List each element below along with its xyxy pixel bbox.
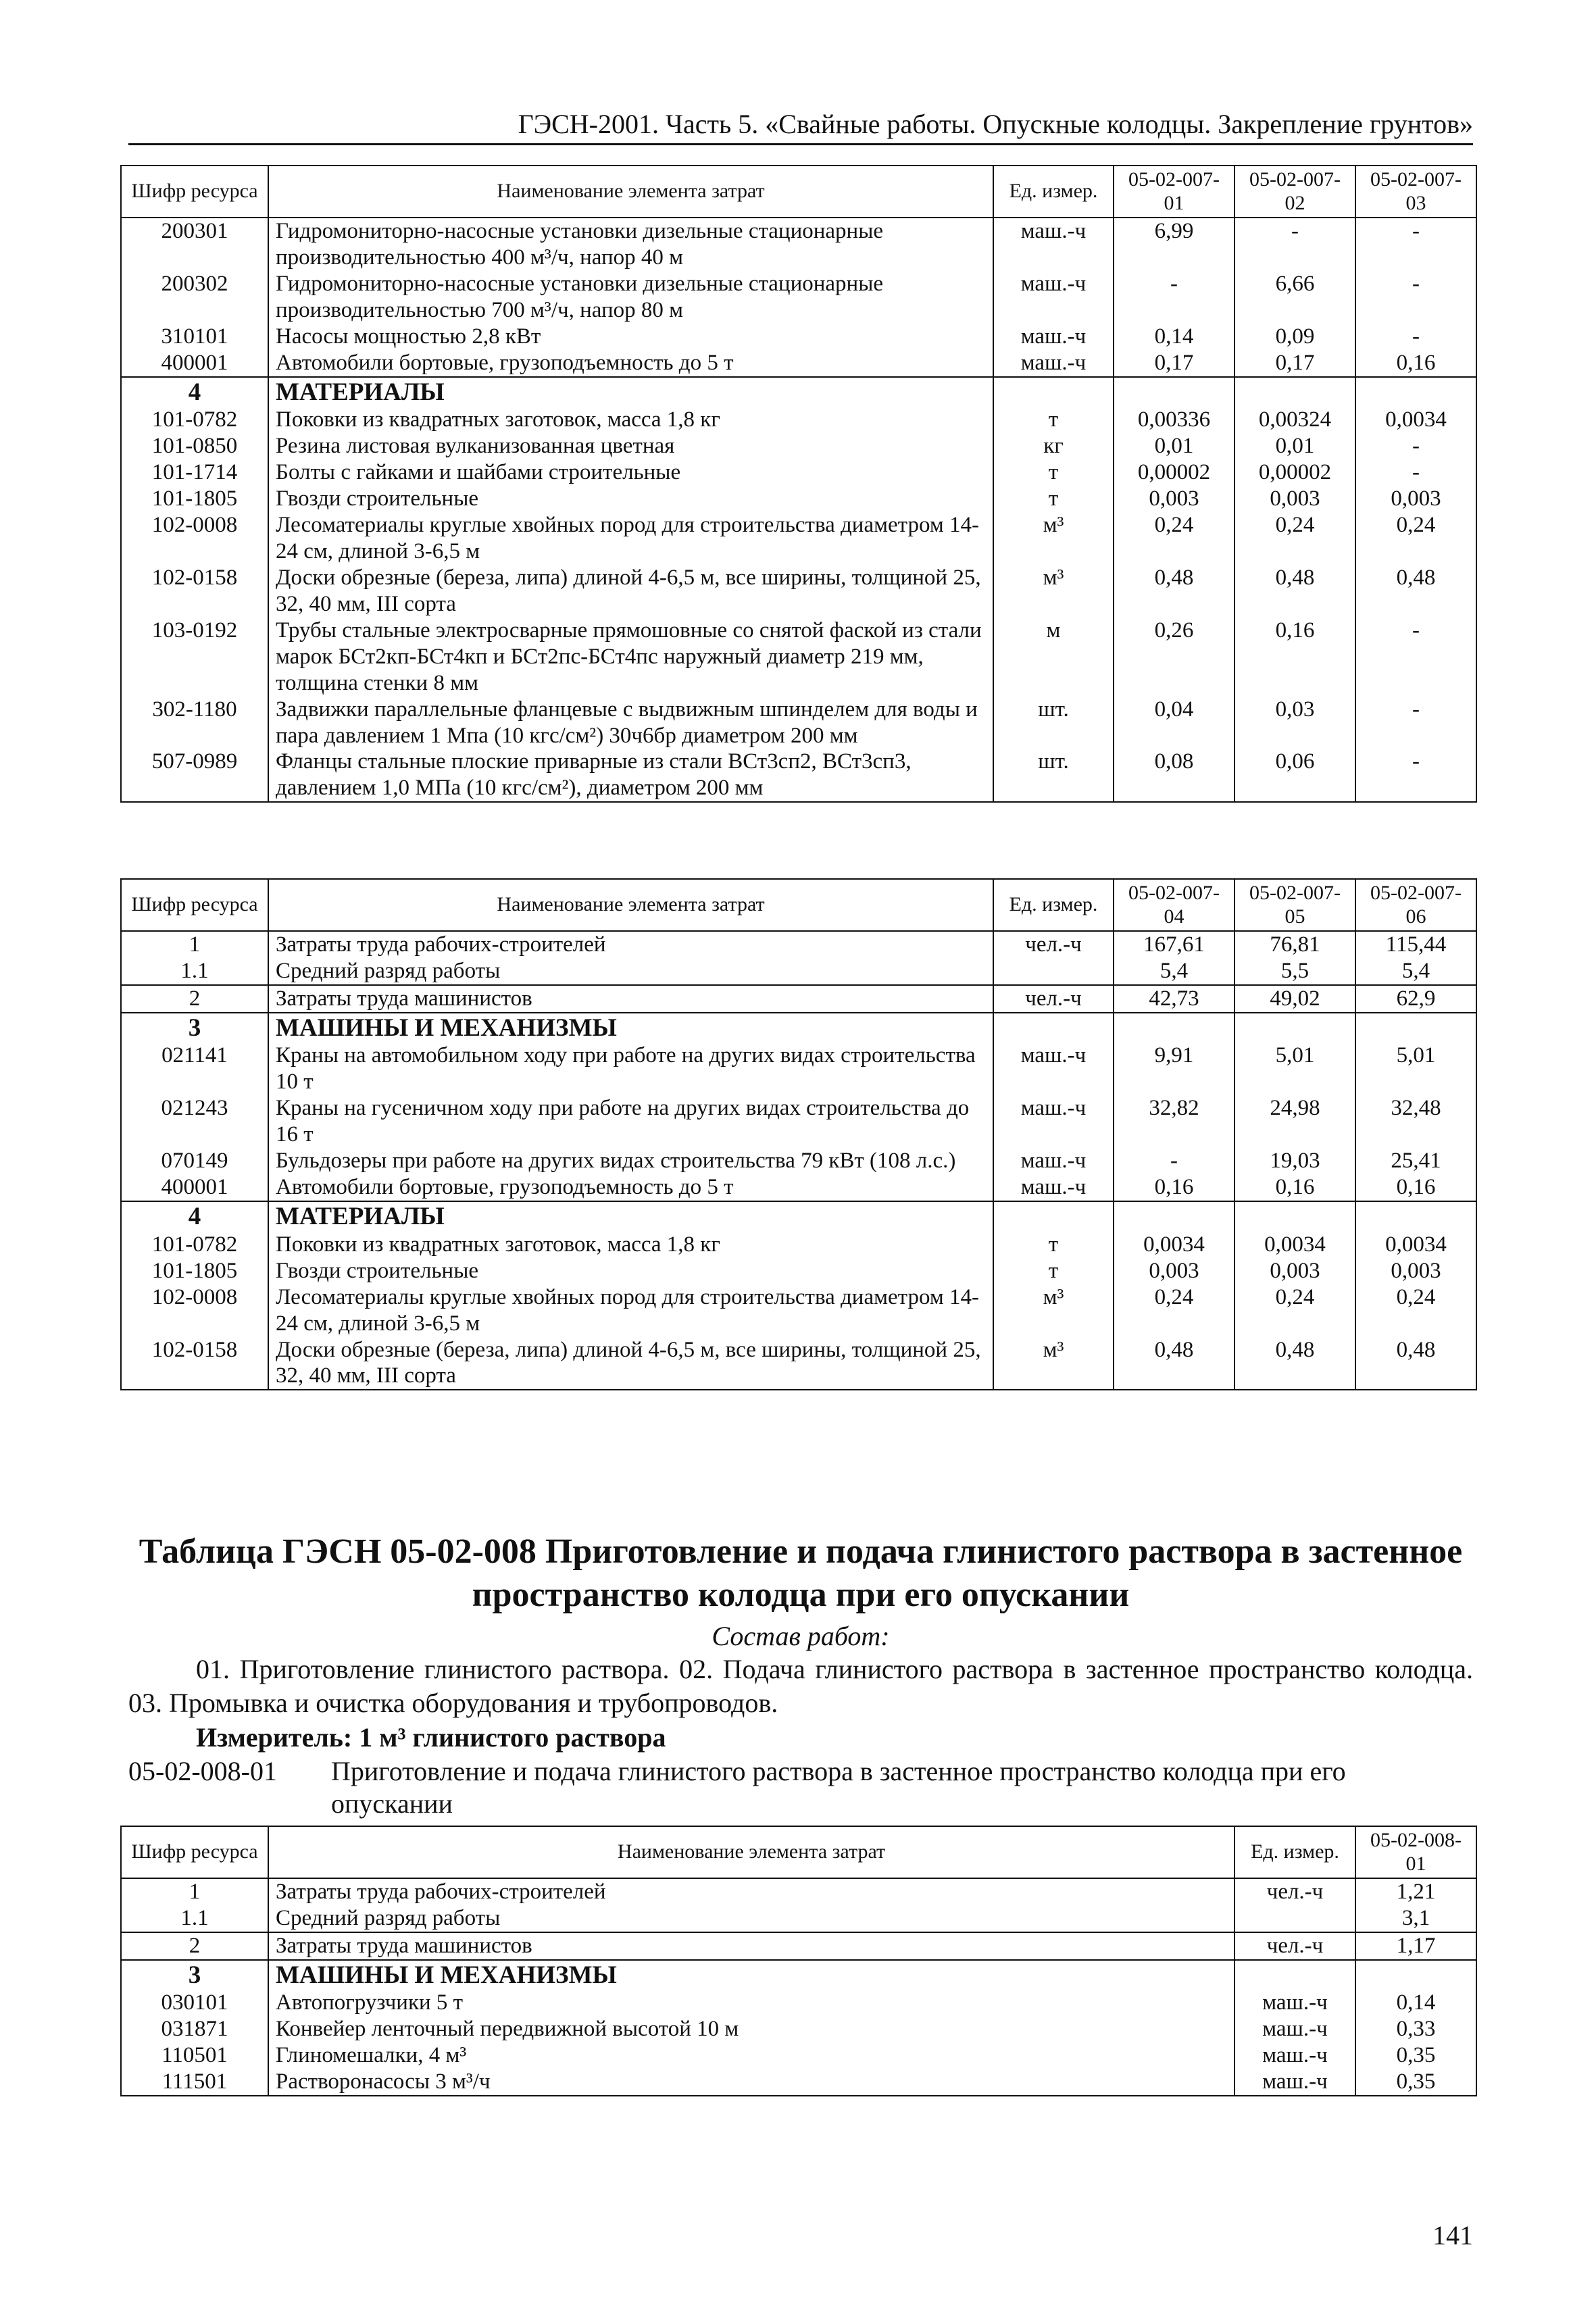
resource-name: Краны на гусеничном ходу при работе на других видах строительства до 16 т — [268, 1095, 993, 1148]
resource-unit: маш.-ч — [993, 324, 1114, 350]
resource-unit: чел.-ч — [1235, 1878, 1355, 1905]
resource-code: 101-1714 — [121, 459, 268, 486]
table-row — [121, 2042, 1476, 2069]
norm-value: - — [1235, 218, 1355, 271]
norm-name: Приготовление и подача глинистого раствора в застенное пространство колодца при его опускании — [331, 1756, 1346, 1819]
table-row — [121, 1337, 1476, 1390]
resource-code: 021243 — [121, 1095, 268, 1148]
resource-code: 2 — [121, 985, 268, 1013]
norm-value: 6,99 — [1114, 218, 1235, 271]
resource-unit: м³ — [993, 565, 1114, 618]
table-row — [121, 985, 1476, 1013]
resource-code: 1.1 — [121, 958, 268, 985]
resource-code: 200302 — [121, 271, 268, 324]
norm-value: 0,17 — [1235, 350, 1355, 377]
norm-value: 0,003 — [1355, 1258, 1476, 1284]
table-row — [121, 271, 1476, 324]
norm-value: 0,16 — [1355, 350, 1476, 377]
resource-unit: м³ — [993, 512, 1114, 565]
resource-code: 1.1 — [121, 1905, 268, 1932]
norm-value: 0,33 — [1355, 2016, 1476, 2042]
resource-unit: шт. — [993, 697, 1114, 749]
resource-unit: маш.-ч — [993, 350, 1114, 377]
norm-value: 9,91 — [1114, 1042, 1235, 1095]
resource-code: 110501 — [121, 2042, 268, 2069]
norm-value: 32,48 — [1355, 1095, 1476, 1148]
composition-heading: Состав работ: — [712, 1621, 890, 1651]
table-row — [121, 958, 1476, 985]
resource-name: Средний разряд работы — [268, 958, 993, 985]
header-norm-4: 05-02-007-04 — [1114, 879, 1235, 931]
table-row — [121, 1095, 1476, 1148]
norm-value: 0,003 — [1114, 486, 1235, 512]
norm-value: 5,4 — [1114, 958, 1235, 985]
resource-unit: м³ — [993, 1284, 1114, 1337]
table-row — [121, 1042, 1476, 1095]
resource-code: 310101 — [121, 324, 268, 350]
table-row — [121, 565, 1476, 618]
measure-unit: Измеритель: 1 м³ глинистого раствора — [196, 1722, 666, 1753]
norm-value — [1114, 377, 1235, 407]
resource-code: 200301 — [121, 218, 268, 271]
resource-unit — [1235, 1960, 1355, 1990]
resource-name: Конвейер ленточный передвижной высотой 10 м — [268, 2016, 1235, 2042]
header-unit: Ед. измер. — [1235, 1826, 1355, 1878]
table-row — [121, 459, 1476, 486]
norm-value: 24,98 — [1235, 1095, 1355, 1148]
norm-value: 76,81 — [1235, 931, 1355, 958]
resource-name: Краны на автомобильном ходу при работе на других видах строительства 10 т — [268, 1042, 993, 1095]
resource-name: Лесоматериалы круглые хвойных пород для строительства диаметром 14-24 см, длиной 3-6,5 м — [268, 512, 993, 565]
header-norm-1: 05-02-008-01 — [1355, 1826, 1476, 1878]
resource-unit: маш.-ч — [993, 271, 1114, 324]
norm-value: 5,4 — [1355, 958, 1476, 985]
norm-value: 0,24 — [1114, 1284, 1235, 1337]
resource-name: Задвижки параллельные фланцевые с выдвижным шпинделем для воды и пара давлением 1 Мпа (10 кгс/см²) 30ч6бр диаметром 200 мм — [268, 697, 993, 749]
norm-value: 25,41 — [1355, 1148, 1476, 1174]
norm-value: 0,16 — [1235, 1174, 1355, 1201]
table-row — [121, 1878, 1476, 1905]
norm-value: - — [1355, 618, 1476, 697]
header-norm-3: 05-02-007-03 — [1355, 166, 1476, 218]
section-row — [121, 1201, 1476, 1232]
resource-name: Бульдозеры при работе на других видах строительства 79 кВт (108 л.с.) — [268, 1148, 993, 1174]
resource-unit: маш.-ч — [1235, 1990, 1355, 2016]
resource-code: 102-0008 — [121, 512, 268, 565]
norm-value: 0,06 — [1235, 749, 1355, 802]
norm-value — [1355, 377, 1476, 407]
resource-table-1 — [120, 165, 1477, 803]
resource-unit — [993, 1201, 1114, 1232]
norm-value: 0,48 — [1114, 1337, 1235, 1390]
resource-name: Автомобили бортовые, грузоподъемность до 5 т — [268, 350, 993, 377]
norm-value: 19,03 — [1235, 1148, 1355, 1174]
norm-value: - — [1355, 459, 1476, 486]
norm-value: 0,48 — [1235, 1337, 1355, 1390]
resource-name: Лесоматериалы круглые хвойных пород для строительства диаметром 14-24 см, длиной 3-6,5 м — [268, 1284, 993, 1337]
header-code: Шифр ресурса — [121, 166, 268, 218]
resource-code: 101-1805 — [121, 486, 268, 512]
resource-name: Автомобили бортовые, грузоподъемность до 5 т — [268, 1174, 993, 1201]
norm-value: 0,24 — [1114, 512, 1235, 565]
norm-value: 0,17 — [1114, 350, 1235, 377]
table-row — [121, 324, 1476, 350]
header-name: Наименование элемента затрат — [268, 166, 993, 218]
table-row — [121, 931, 1476, 958]
resource-code: 2 — [121, 1932, 268, 1960]
resource-unit: маш.-ч — [993, 1042, 1114, 1095]
norm-value: - — [1114, 271, 1235, 324]
norm-value: - — [1355, 697, 1476, 749]
norm-value: - — [1355, 218, 1476, 271]
norm-value: 0,09 — [1235, 324, 1355, 350]
norm-value: 0,08 — [1114, 749, 1235, 802]
resource-name: Затраты труда рабочих-строителей — [268, 1878, 1235, 1905]
resource-name: Растворонасосы 3 м³/ч — [268, 2069, 1235, 2096]
norm-value: 0,24 — [1355, 1284, 1476, 1337]
header-norm-5: 05-02-007-05 — [1235, 879, 1355, 931]
resource-name: Болты с гайками и шайбами строительные — [268, 459, 993, 486]
norm-value: 5,01 — [1235, 1042, 1355, 1095]
norm-value: 0,00336 — [1114, 407, 1235, 433]
resource-code: 400001 — [121, 1174, 268, 1201]
table-row — [121, 1258, 1476, 1284]
resource-name: Доски обрезные (береза, липа) длиной 4-6,5 м, все ширины, толщиной 25, 32, 40 мм, III сорта — [268, 565, 993, 618]
norm-value: 0,003 — [1355, 486, 1476, 512]
resource-code: 030101 — [121, 1990, 268, 2016]
table-row — [121, 749, 1476, 802]
section-code: 3 — [121, 1960, 268, 1990]
table-row — [121, 1932, 1476, 1960]
resource-unit: маш.-ч — [993, 1174, 1114, 1201]
norm-value: 0,0034 — [1114, 1232, 1235, 1258]
resource-name: Затраты труда рабочих-строителей — [268, 931, 993, 958]
resource-name: Средний разряд работы — [268, 1905, 1235, 1932]
section-code: 4 — [121, 377, 268, 407]
header-code: Шифр ресурса — [121, 1826, 268, 1878]
table-row — [121, 1232, 1476, 1258]
norm-value: 0,03 — [1235, 697, 1355, 749]
resource-unit: чел.-ч — [1235, 1932, 1355, 1960]
resource-name: Резина листовая вулканизованная цветная — [268, 433, 993, 459]
table-row — [121, 2016, 1476, 2042]
norm-value: 0,24 — [1235, 1284, 1355, 1337]
section-row — [121, 377, 1476, 407]
header-name: Наименование элемента затрат — [268, 879, 993, 931]
resource-code: 101-0782 — [121, 1232, 268, 1258]
resource-code: 070149 — [121, 1148, 268, 1174]
norm-value: 0,003 — [1114, 1258, 1235, 1284]
norm-value: - — [1355, 324, 1476, 350]
norm-value: 0,24 — [1235, 512, 1355, 565]
table-row — [121, 1148, 1476, 1174]
resource-unit: т — [993, 407, 1114, 433]
table-row — [121, 433, 1476, 459]
resource-name: Глиномешалки, 4 м³ — [268, 2042, 1235, 2069]
norm-value: 0,00324 — [1235, 407, 1355, 433]
resource-code: 302-1180 — [121, 697, 268, 749]
norm-value — [1114, 1201, 1235, 1232]
resource-name: Трубы стальные электросварные прямошовные со снятой фаской из стали марок БСт2кп-БСт4кп и БСт2пс-БСт4пс наружный диаметр 219 мм, толщина стенки 8 мм — [268, 618, 993, 697]
composition-text: 01. Приготовление глинистого раствора. 02. Подача глинистого раствора в застенное пространство колодца. 03. Промывка и очистка оборудования и трубопроводов. — [128, 1654, 1473, 1718]
resource-code: 101-0850 — [121, 433, 268, 459]
norm-value: 42,73 — [1114, 985, 1235, 1013]
resource-unit: шт. — [993, 749, 1114, 802]
norm-value: 0,0034 — [1355, 1232, 1476, 1258]
table-row — [121, 1990, 1476, 2016]
resource-unit: маш.-ч — [1235, 2016, 1355, 2042]
norm-value: - — [1355, 433, 1476, 459]
resource-table-2 — [120, 878, 1477, 1390]
section-title: МАТЕРИАЛЫ — [268, 377, 993, 407]
resource-unit: м³ — [993, 1337, 1114, 1390]
norm-value: 0,16 — [1114, 1174, 1235, 1201]
resource-unit: маш.-ч — [1235, 2042, 1355, 2069]
resource-unit: т — [993, 1258, 1114, 1284]
resource-code: 101-1805 — [121, 1258, 268, 1284]
resource-code: 102-0008 — [121, 1284, 268, 1337]
section-title: МАШИНЫ И МЕХАНИЗМЫ — [268, 1013, 993, 1043]
norm-value: 0,14 — [1355, 1990, 1476, 2016]
norm-value — [1355, 1013, 1476, 1043]
resource-name: Фланцы стальные плоские приварные из стали ВСт3сп2, ВСт3сп3, давлением 1,0 МПа (10 кгс/см²), диаметром 200 мм — [268, 749, 993, 802]
norm-value: 6,66 — [1235, 271, 1355, 324]
header-norm-2: 05-02-007-02 — [1235, 166, 1355, 218]
resource-name: Автопогрузчики 5 т — [268, 1990, 1235, 2016]
table-row — [121, 512, 1476, 565]
resource-unit — [1235, 1905, 1355, 1932]
norm-value: 3,1 — [1355, 1905, 1476, 1932]
resource-name: Затраты труда машинистов — [268, 985, 993, 1013]
norm-value: 32,82 — [1114, 1095, 1235, 1148]
resource-code: 101-0782 — [121, 407, 268, 433]
resource-name: Гвозди строительные — [268, 1258, 993, 1284]
resource-unit: кг — [993, 433, 1114, 459]
norm-value: 115,44 — [1355, 931, 1476, 958]
resource-unit: т — [993, 486, 1114, 512]
norm-value — [1235, 1013, 1355, 1043]
table-row — [121, 486, 1476, 512]
resource-name: Доски обрезные (береза, липа) длиной 4-6,5 м, все ширины, толщиной 25, 32, 40 мм, III сорта — [268, 1337, 993, 1390]
norm-value: 0,003 — [1235, 486, 1355, 512]
resource-code: 507-0989 — [121, 749, 268, 802]
norm-value: 0,01 — [1114, 433, 1235, 459]
norm-value: 5,01 — [1355, 1042, 1476, 1095]
resource-unit: чел.-ч — [993, 931, 1114, 958]
header-unit: Ед. измер. — [993, 166, 1114, 218]
header-norm-1: 05-02-007-01 — [1114, 166, 1235, 218]
norm-value: 49,02 — [1235, 985, 1355, 1013]
table-row — [121, 218, 1476, 271]
header-name: Наименование элемента затрат — [268, 1826, 1235, 1878]
norm-value: 0,0034 — [1235, 1232, 1355, 1258]
norm-value: 0,00002 — [1114, 459, 1235, 486]
norm-code: 05-02-008-01 — [128, 1756, 277, 1786]
norm-value: 5,5 — [1235, 958, 1355, 985]
norm-value — [1235, 377, 1355, 407]
norm-value: 0,48 — [1355, 1337, 1476, 1390]
table-row — [121, 1284, 1476, 1337]
norm-value: - — [1114, 1148, 1235, 1174]
section-title: МАШИНЫ И МЕХАНИЗМЫ — [268, 1960, 1235, 1990]
norm-value: 0,003 — [1235, 1258, 1355, 1284]
table-row — [121, 697, 1476, 749]
resource-name: Насосы мощностью 2,8 кВт — [268, 324, 993, 350]
resource-name: Затраты труда машинистов — [268, 1932, 1235, 1960]
norm-value: 0,24 — [1355, 512, 1476, 565]
resource-table-3 — [120, 1826, 1477, 2096]
section-title: МАТЕРИАЛЫ — [268, 1201, 993, 1232]
norm-value: 1,21 — [1355, 1878, 1476, 1905]
resource-unit — [993, 377, 1114, 407]
resource-unit: м — [993, 618, 1114, 697]
norm-value: 0,0034 — [1355, 407, 1476, 433]
resource-code: 1 — [121, 1878, 268, 1905]
resource-code: 103-0192 — [121, 618, 268, 697]
resource-unit: маш.-ч — [993, 1095, 1114, 1148]
resource-code: 102-0158 — [121, 1337, 268, 1390]
header-unit: Ед. измер. — [993, 879, 1114, 931]
norm-value: 62,9 — [1355, 985, 1476, 1013]
norm-value — [1355, 1201, 1476, 1232]
resource-name: Поковки из квадратных заготовок, масса 1,8 кг — [268, 407, 993, 433]
resource-name: Гидромониторно-насосные установки дизельные стационарные производительностью 700 м³/ч, напор 80 м — [268, 271, 993, 324]
norm-value: 0,00002 — [1235, 459, 1355, 486]
table-row — [121, 350, 1476, 377]
resource-unit: т — [993, 459, 1114, 486]
norm-value: 0,48 — [1355, 565, 1476, 618]
resource-name: Поковки из квадратных заготовок, масса 1,8 кг — [268, 1232, 993, 1258]
section-code: 3 — [121, 1013, 268, 1043]
norm-value: 1,17 — [1355, 1932, 1476, 1960]
norm-value: 0,35 — [1355, 2042, 1476, 2069]
resource-code: 031871 — [121, 2016, 268, 2042]
page-header: ГЭСН-2001. Часть 5. «Свайные работы. Опускные колодцы. Закрепление грунтов» — [128, 108, 1473, 145]
resource-code: 102-0158 — [121, 565, 268, 618]
resource-name: Гвозди строительные — [268, 486, 993, 512]
table-title: Таблица ГЭСН 05-02-008 Приготовление и подача глинистого раствора в застенное пространство колодца при его опускании — [139, 1532, 1463, 1614]
norm-value: 0,35 — [1355, 2069, 1476, 2096]
norm-value: 0,01 — [1235, 433, 1355, 459]
table-row — [121, 618, 1476, 697]
resource-unit: маш.-ч — [993, 1148, 1114, 1174]
resource-unit: маш.-ч — [993, 218, 1114, 271]
resource-unit: маш.-ч — [1235, 2069, 1355, 2096]
norm-value — [1355, 1960, 1476, 1990]
norm-value — [1235, 1201, 1355, 1232]
table-row — [121, 2069, 1476, 2096]
section-code: 4 — [121, 1201, 268, 1232]
section-row — [121, 1960, 1476, 1990]
norm-value: 0,48 — [1235, 565, 1355, 618]
table-row — [121, 1174, 1476, 1201]
norm-value: 0,48 — [1114, 565, 1235, 618]
norm-value: - — [1355, 749, 1476, 802]
resource-name: Гидромониторно-насосные установки дизельные стационарные производительностью 400 м³/ч, напор 40 м — [268, 218, 993, 271]
table-row — [121, 407, 1476, 433]
norm-value: 0,16 — [1355, 1174, 1476, 1201]
norm-value — [1114, 1013, 1235, 1043]
table-row — [121, 1905, 1476, 1932]
resource-code: 400001 — [121, 350, 268, 377]
resource-unit: чел.-ч — [993, 985, 1114, 1013]
resource-unit — [993, 958, 1114, 985]
norm-value: 0,04 — [1114, 697, 1235, 749]
norm-value: - — [1355, 271, 1476, 324]
norm-value: 167,61 — [1114, 931, 1235, 958]
norm-value: 0,14 — [1114, 324, 1235, 350]
section-row — [121, 1013, 1476, 1043]
resource-unit — [993, 1013, 1114, 1043]
norm-value: 0,26 — [1114, 618, 1235, 697]
resource-code: 021141 — [121, 1042, 268, 1095]
norm-value: 0,16 — [1235, 618, 1355, 697]
resource-unit: т — [993, 1232, 1114, 1258]
header-norm-6: 05-02-007-06 — [1355, 879, 1476, 931]
resource-code: 1 — [121, 931, 268, 958]
resource-code: 111501 — [121, 2069, 268, 2096]
header-code: Шифр ресурса — [121, 879, 268, 931]
page-number: 141 — [1432, 2220, 1473, 2250]
